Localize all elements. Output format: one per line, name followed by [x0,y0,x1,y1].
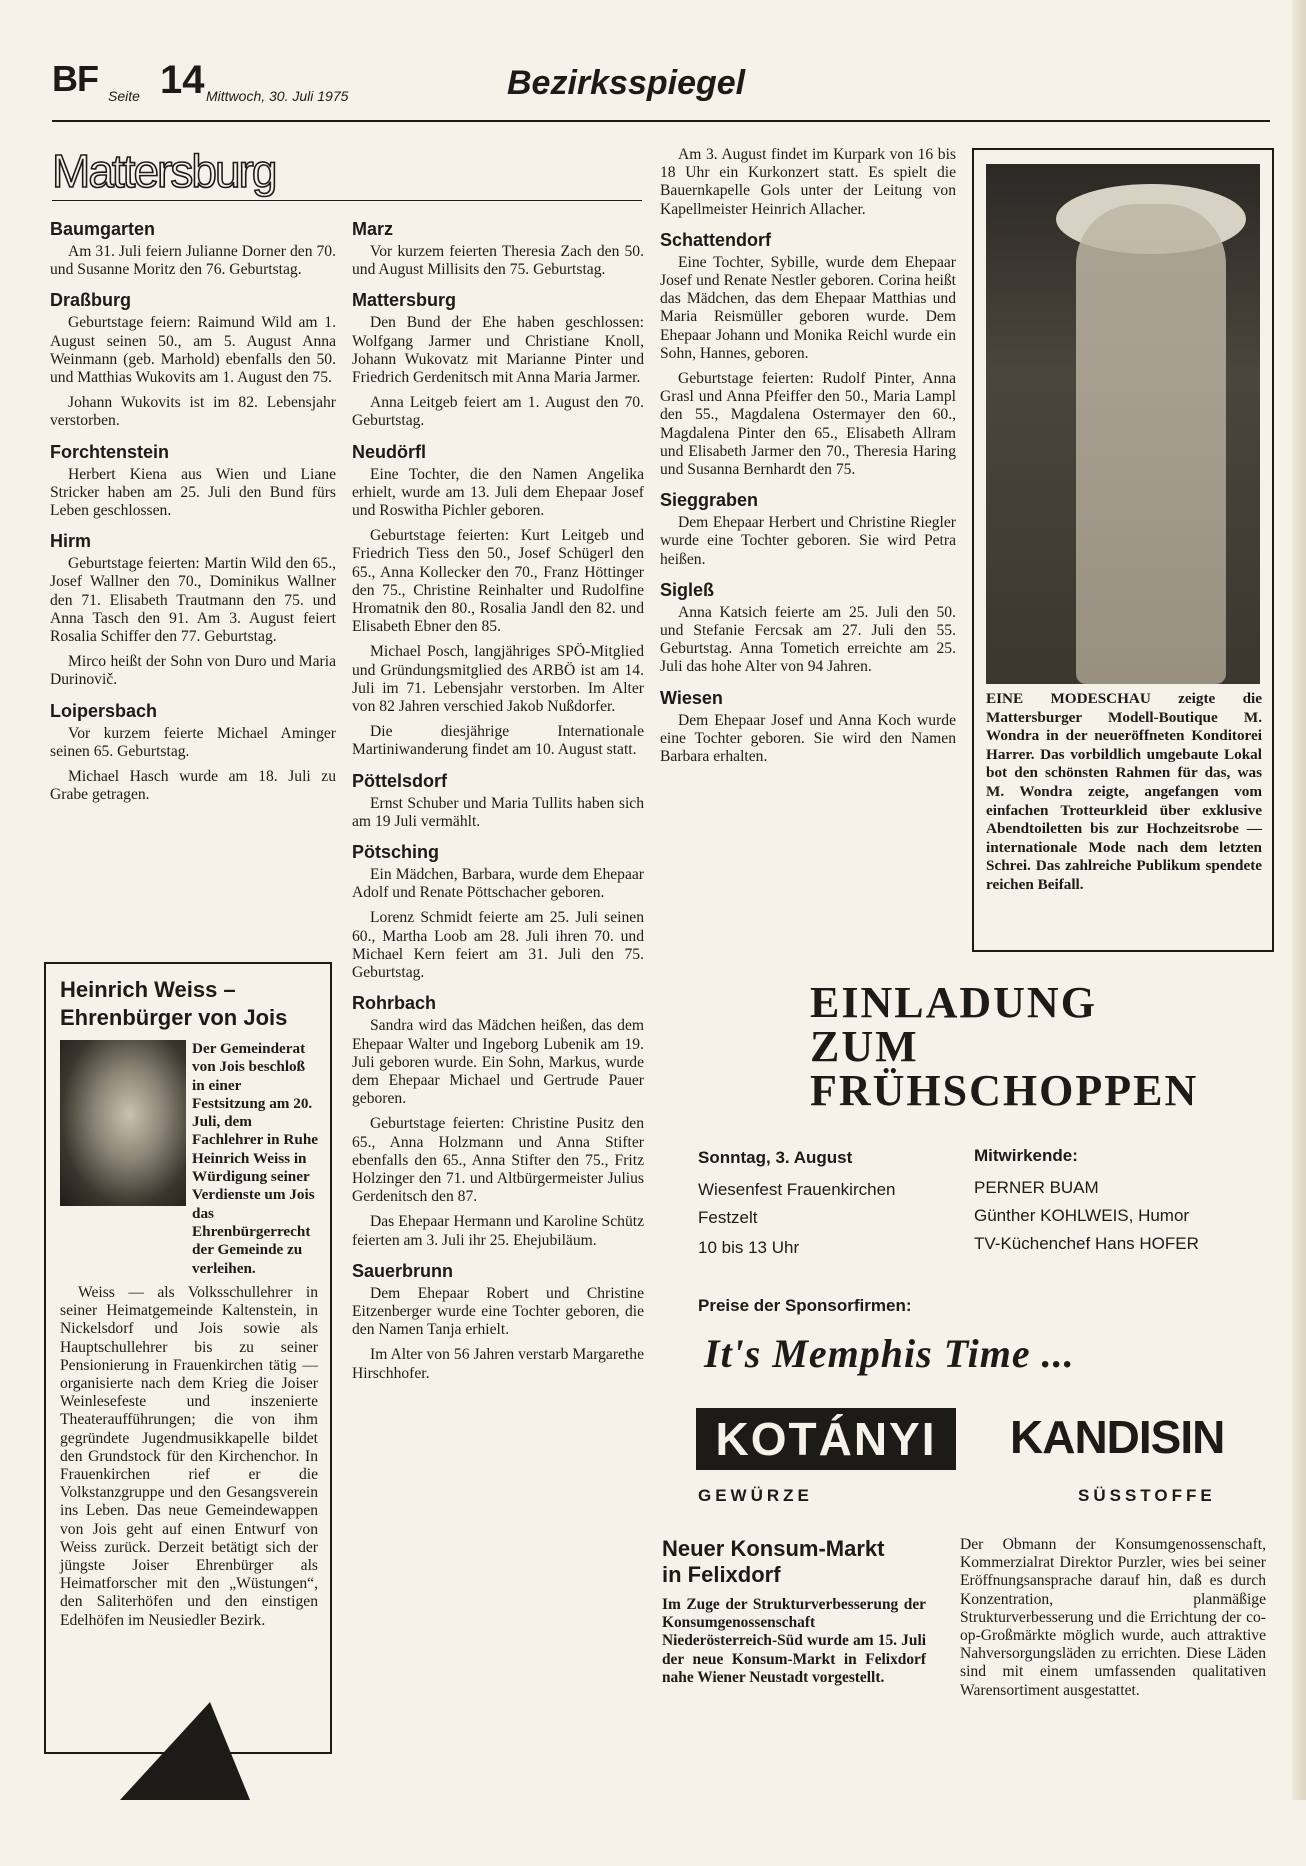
town-subheading: Loipersbach [50,700,158,721]
town-subheading: Draßburg [50,290,131,311]
section-title: Bezirksspiegel [507,64,746,102]
fashion-show-photo [986,164,1260,684]
ad-performer-1: PERNER BUAM [974,1178,1099,1197]
news-paragraph: Eine Tochter, die den Namen Angelika erhielt, wurde am 13. Juli dem Ehepaar Josef und Roswitha Pichler geboren. [352,465,644,520]
town-subheading: Sieggraben [660,490,759,511]
weiss-portrait [60,1040,186,1206]
news-paragraph: Vor kurzem feierten Theresia Zach den 50. und August Millisits den 75. Geburtstag. [352,243,644,279]
news-item [660,146,956,219]
news-item [352,992,644,1249]
news-paragraph: Dem Ehepaar Josef und Anna Koch wurde eine Tochter geboren. Sie wird den Namen Barbara erhalten. [660,711,956,766]
town-subheading: Sauerbrunn [352,1260,454,1281]
ad-place-2: Festzelt [698,1208,758,1227]
news-column-1 [50,218,336,811]
news-item [660,489,956,569]
news-paragraph: Anna Katsich feierte am 25. Juli den 50. und Stefanie Fercsak am 27. Juli den 55. Geburtstag. Anna Tometich erreichte am 25. Juli das hohe Alter von 94 Jahren. [660,603,956,676]
weiss-title-1: Heinrich Weiss – [60,977,236,1002]
masthead [52,58,1270,122]
news-item [352,1260,644,1383]
weiss-title-2: Ehrenbürger von Jois [60,1005,288,1030]
ad-slogan: It's Memphis Time ... [704,1331,1075,1376]
ad-place-1: Wiesenfest Frauenkirchen [698,1180,896,1199]
fashion-photo-box [972,148,1274,952]
town-heading: Mattersburg [52,145,276,197]
ad-performer-3: TV-Küchenchef Hans HOFER [974,1234,1199,1253]
news-paragraph: Ernst Schuber und Maria Tullits haben sich am 19 Juli vermählt. [352,794,644,830]
news-item [50,441,336,521]
page-number: 14 [160,58,205,102]
town-subheading: Wiesen [660,687,723,708]
town-subheading: Forchtenstein [50,441,170,462]
town-subheading: Sigleß [660,579,715,600]
konsum-title-1: Neuer Konsum-Markt [662,1536,885,1561]
kandisin-logo: KANDISIN [1010,1411,1225,1463]
news-paragraph: Geburtstage feierten: Rudolf Pinter, Anna Grasl und Anna Pfeiffer den 50., Maria Lampl den 55., Magdalena Ostermayer den 60., Magdalena Pinter den 65., Elisabeth Allram und Elisabeth Jarmer den 70., Theresia Haring und Susanna Bernhardt den 75. [660,370,956,479]
news-paragraph: Anna Leitgeb feiert am 1. August den 70. Geburtstag. [352,394,644,430]
kotanyi-sub: GEWÜRZE [698,1486,813,1505]
news-item [50,218,336,279]
news-paragraph: Michael Posch, langjähriges SPÖ-Mitglied und Gründungsmitglied des ARBÖ ist am 14. Juli im 71. Lebensjahr verstorben. Im Alter von 82 Jahren verschied Jakob Nußdorfer. [352,643,644,716]
town-subheading: Neudörfl [352,441,426,462]
news-paragraph: Sandra wird das Mädchen heißen, das dem Ehepaar Walter und Ingeborg Lubenik am 19. Juli geboren wurde. Ein Sohn, Markus, wurde dem Ehepaar Michael und Gertrude Pauer geboren. [352,1017,644,1108]
page-edge [1292,0,1306,1800]
news-paragraph: Geburtstage feierten: Kurt Leitgeb und Friedrich Tiess den 50., Josef Schügerl den 65., Anna Kollecker den 70., Franz Höttinger den 75., Christine Reinhalter und Rudolfine Hromatnik den 80., Rosalia Jandl den 82. und Elisabeth Ebner den 85. [352,527,644,636]
kotanyi-logo: KOTÁNYI [696,1408,956,1470]
news-item [50,530,336,689]
news-paragraph: Am 31. Juli feiern Julianne Dorner den 70. und Susanne Moritz den 76. Geburtstag. [50,243,336,279]
issue-date: Mittwoch, 30. Juli 1975 [206,88,349,104]
town-subheading: Hirm [50,531,92,552]
kandisin-sub: SÜSSTOFFE [1078,1486,1216,1505]
ad-performer-2: Günther KOHLWEIS, Humor [974,1206,1190,1225]
news-paragraph: Dem Ehepaar Robert und Christine Eitzenberger wurde eine Tochter geboren, die den Namen Tanja erhielt. [352,1284,644,1339]
news-paragraph: Das Ehepaar Hermann und Karoline Schütz feierten am 3. Juli ihr 25. Ehejubiläum. [352,1213,644,1249]
photo-caption: EINE MODESCHAU zeigte die Mattersburger Modell-Boutique M. Wondra in der neueröffneten Konditorei Harrer. Das vorbildlich umgebaute Lokal bot den schönsten Rahmen für das, was M. Wondra zeigte, angefangen vom einfachen Trotteurkleid über exklusive Abendtoiletten bis zur Hochzeitsrobe — internationale Mode nach dem letzten Schrei. Das zahlreiche Publikum spendete reichen Beifall. [986,690,1262,893]
news-paragraph: Herbert Kiena aus Wien und Liane Stricker haben am 25. Juli den Bund fürs Leben geschlossen. [50,465,336,520]
news-paragraph: Lorenz Schmidt feierte am 25. Juli seinen 60., Martha Loob am 28. Juli ihren 70. und Michael Kern feiert am 31. Juli den 75. Geburtstag. [352,909,644,982]
konsum-title-2: in Felixdorf [662,1562,781,1587]
news-item [660,229,956,479]
konsum-article [660,1536,1270,1776]
town-subheading: Marz [352,219,394,239]
news-item [352,841,644,982]
konsum-lead: Im Zuge der Strukturverbesserung der Konsumgenossenschaft Niederösterreich-Süd wurde am 15. Juli der neue Konsum-Markt in Felixdorf nahe Wiener Neustadt vorgestellt. [662,1596,926,1686]
news-column-2 [352,218,644,1390]
town-subheading: Baumgarten [50,219,156,239]
news-paragraph: Michael Hasch wurde am 18. Juli zu Grabe getragen. [50,768,336,804]
news-paragraph: Dem Ehepaar Herbert und Christine Riegler wurde eine Tochter geboren. Sie wird Petra heißen. [660,514,956,568]
news-item [352,770,644,831]
news-paragraph: Geburtstage feierten: Christine Pusitz den 65., Anna Holzmann und Anna Stifter ebenfalls den 65., Anna Stifter den 75., Fritz Holzinger den 71. und Altbürgermeister Julius Gerdenitsch den 87. [352,1115,644,1206]
page-label: Seite [108,88,140,104]
news-column-3 [660,146,956,773]
news-paragraph: Den Bund der Ehe haben geschlossen: Wolfgang Jarmer und Christiane Knoll, Johann Wukovatz mit Marianne Pinter und Friedrich Gerdenitsch mit Anna Maria Jarmer. [352,314,644,387]
news-item [352,441,644,760]
ad-title-3: FRÜHSCHOPPEN [810,1066,1199,1115]
news-paragraph: Eine Tochter, Sybille, wurde dem Ehepaar Josef und Renate Nestler geboren. Corina heißt das Mädchen, das dem Ehepaar Matthias und Maria Reismüller geboren wurde. Dem Ehepaar Johann und Monika Reichl wurde ein Sohn, Hannes, geboren. [660,253,956,362]
news-paragraph: Geburtstage feiern: Raimund Wild am 1. August seinen 50., am 5. August Anna Weinmann (geb. Marhold) ebenfalls den 50. und Matthias Wukovits am 1. August den 75. [50,314,336,387]
town-subheading: Rohrbach [352,993,437,1014]
news-paragraph: Johann Wukovits ist im 82. Lebensjahr verstorben. [50,394,336,430]
news-paragraph: Im Alter von 56 Jahren verstarb Margarethe Hirschhofer. [352,1346,644,1382]
town-subheading: Pöttelsdorf [352,770,448,791]
news-item [50,700,336,805]
town-subheading: Schattendorf [660,229,772,250]
ad-title-1: EINLADUNG [810,978,1097,1027]
weiss-lead: Der Gemeinderat von Jois beschloß in einer Festsitzung am 20. Juli, dem Fachlehrer in Ruhe Heinrich Weiss in Würdigung seiner Verdienste um Jois das Ehrenbürgerrecht der Gemeinde zu verleihen. [192,1040,319,1277]
news-paragraph: Mirco heißt der Sohn von Duro und Maria Durinovič. [50,653,336,689]
news-paragraph: Geburtstage feierten: Martin Wild den 65., Josef Wallner den 70., Dominikus Wallner den 71. Elisabeth Trautmann den 75. und Anna Tasch den 91. Am 3. August feiert Rosalia Schiffer den 77. Geburtstag. [50,555,336,646]
ad-time: 10 bis 13 Uhr [698,1238,800,1257]
news-paragraph: Die diesjährige Internationale Martiniwanderung findet am 10. August statt. [352,723,644,759]
news-paragraph: Am 3. August findet im Kurpark von 16 bis 18 Uhr ein Kurkonzert statt. Es spielt die Bauernkapelle Gols unter der Leitung von Kapellmeister Heinrich Allacher. [660,146,956,218]
news-paragraph: Ein Mädchen, Barbara, wurde dem Ehepaar Adolf und Renate Pöttschacher geboren. [352,866,644,902]
konsum-body: Der Obmann der Konsumgenossenschaft, Kommerzialrat Direktor Purzler, wies bei seiner Eröffnungsansprache darauf hin, daß es durch Konzentration, planmäßige Strukturverbesserung und die Errichtung der co-op-Großmärkte möglich wurde, auch attraktive Nahversorgungsläden zu errichten. Diese Läden sind mit einem umfassenden qualitativen Warensortiment ausgestattet. [960,1536,1266,1699]
model-figure [1076,204,1226,684]
weiss-article-box [44,962,332,1754]
news-item [50,289,336,430]
divider [52,200,642,201]
newspaper-logo: BF [52,58,98,99]
ad-sponsors-label: Preise der Sponsorfirmen: [698,1296,912,1315]
news-paragraph: Vor kurzem feierte Michael Aminger seinen 65. Geburtstag. [50,724,336,760]
torn-corner [120,1702,250,1800]
ad-date: Sonntag, 3. August [698,1148,853,1167]
town-subheading: Mattersburg [352,290,457,311]
news-item [660,687,956,767]
weiss-body: Weiss — als Volksschullehrer in seiner Heimatgemeinde Kaltenstein, in Nickelsdorf und Jois sowie als Hauptschullehrer bis zu seiner Pensionierung in Frauenkirchen tätig — organisierte nach dem Krieg die Joiser Weinlesefeste und inszenierte Theateraufführungen; die von ihm gegründete Jugendmusikkapelle bildet den Grundstock für den Kirchenchor. In Frauenkirchen rief er die Volkstanzgruppe und den Gesangsverein ins Leben. Das neue Gemeindewappen von Jois geht auf einen Entwurf von Weiss zurück. Derzeit betätigt sich der jüngste Joiser Ehrenbürger als Heimatforscher mit den „Wüstungen“, den Saliterhöfen und den einstigen Edelhöfen im Neusiedler Bezirk. [60,1284,318,1629]
news-item [660,579,956,677]
news-item [352,218,644,279]
ad-performers-label: Mitwirkende: [974,1146,1078,1165]
news-item [352,289,644,430]
town-subheading: Pötsching [352,842,440,863]
ad-title-2: ZUM [810,1022,919,1071]
